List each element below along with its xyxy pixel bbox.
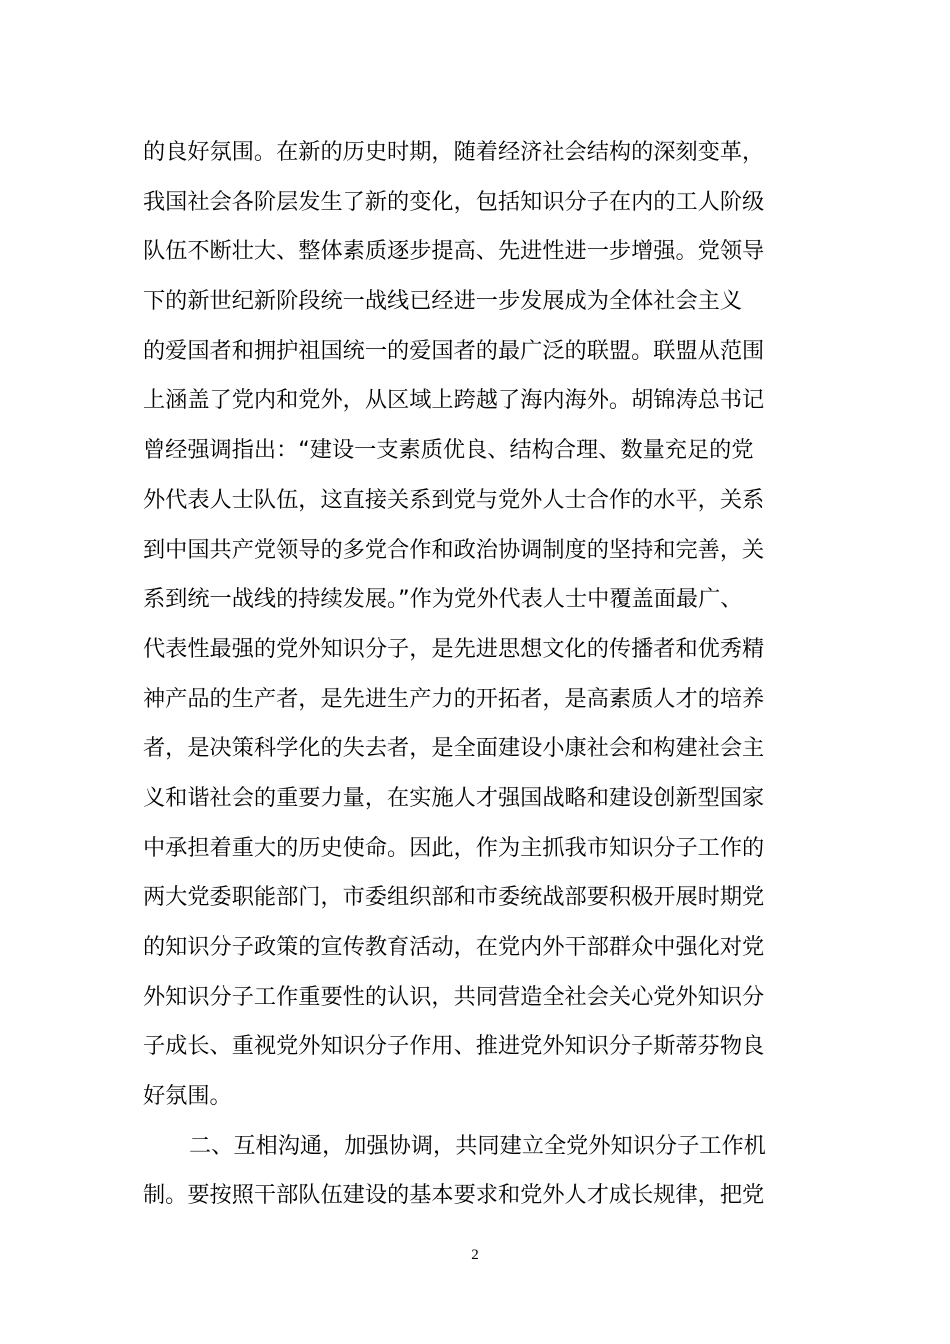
- page-number: 2: [471, 1247, 479, 1263]
- text-line: 代表性最强的党外知识分子，是先进思想文化的传播者和优秀精: [143, 635, 765, 662]
- text-line: 我国社会各阶层发生了新的变化，包括知识分子在内的工人阶级: [143, 188, 765, 215]
- text-line: 外代表人士队伍，这直接关系到党与党外人士合作的水平，关系: [143, 486, 765, 513]
- text-line: 的良好氛围。在新的历史时期，随着经济社会结构的深刻变革，: [143, 139, 765, 165]
- text-line: 中承担着重大的历史使命。因此，作为主抓我市知识分子工作的: [143, 834, 765, 861]
- text-line: 两大党委职能部门，市委组织部和市委统战部要积极开展时期党: [143, 884, 765, 911]
- text-line: 义和谐社会的重要力量，在实施人才强国战略和建设创新型国家: [143, 784, 765, 811]
- text-line: 曾经强调指出：“建设一支素质优良、结构合理、数量充足的党: [143, 437, 754, 464]
- text-line: 者，是决策科学化的失去者，是全面建设小康社会和构建社会主: [143, 735, 765, 762]
- text-line: 上涵盖了党内和党外，从区域上跨越了海内海外。胡锦涛总书记: [143, 387, 765, 414]
- text-line: 子成长、重视党外知识分子作用、推进党外知识分子斯蒂芬物良: [143, 1033, 765, 1060]
- text-line: 的爱国者和拥护祖国统一的爱国者的最广泛的联盟。联盟从范围: [143, 337, 765, 364]
- text-line: 神产品的生产者，是先进生产力的开拓者，是高素质人才的培养: [143, 685, 765, 712]
- text-line: 下的新世纪新阶段统一战线已经进一步发展成为全体社会主义: [143, 288, 743, 315]
- text-line: 外知识分子工作重要性的认识，共同营造全社会关心党外知识分: [143, 983, 765, 1010]
- text-line: 好氛围。: [143, 1083, 232, 1110]
- text-line: 制。要按照干部队伍建设的基本要求和党外人才成长规律，把党: [143, 1182, 765, 1209]
- section-heading-line: 二、互相沟通，加强协调，共同建立全党外知识分子工作机: [189, 1132, 766, 1159]
- text-line: 到中国共产党领导的多党合作和政治协调制度的坚持和完善，关: [143, 536, 765, 563]
- text-line: 的知识分子政策的宣传教育活动，在党内外干部群众中强化对党: [143, 934, 765, 960]
- body-text: [143, 128, 813, 1221]
- text-line: 系到统一战线的持续发展。”作为党外代表人士中覆盖面最广、: [143, 586, 743, 613]
- text-line: 队伍不断壮大、整体素质逐步提高、先进性进一步增强。党领导: [143, 238, 765, 265]
